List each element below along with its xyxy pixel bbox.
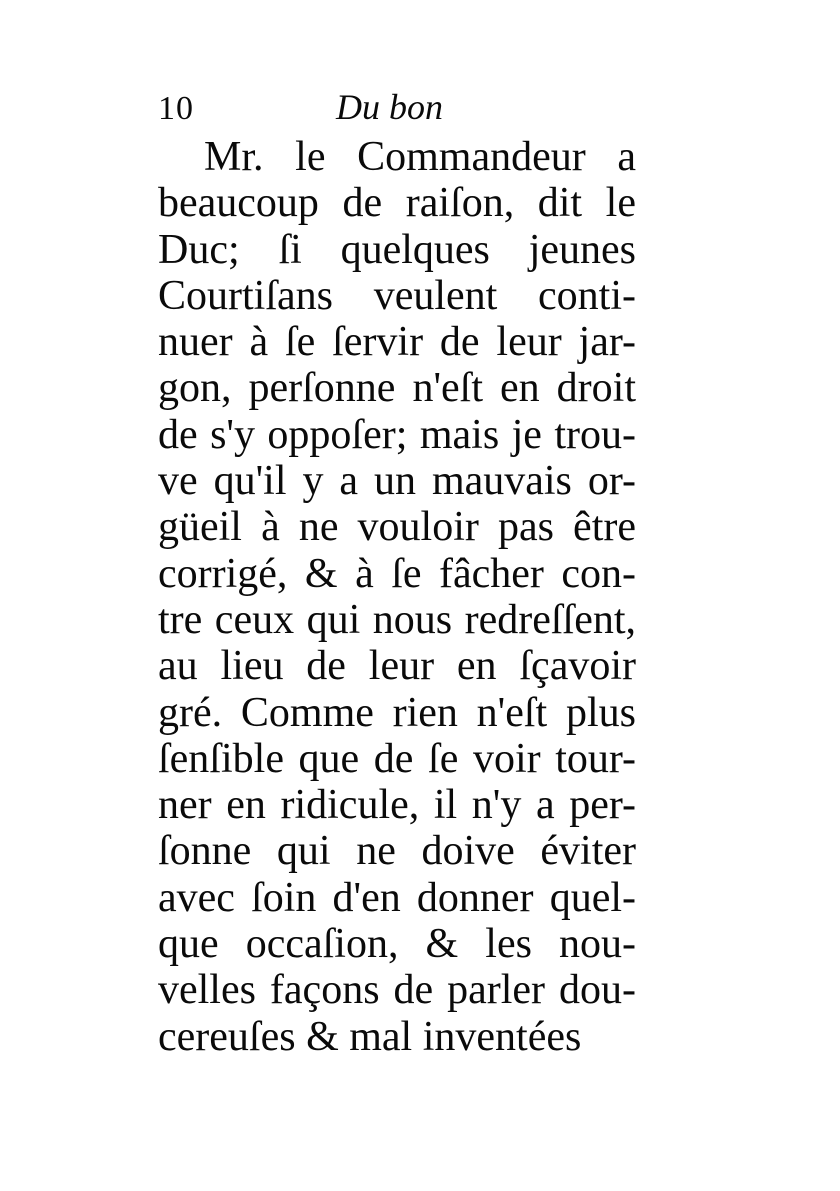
text-line: Mr. le Commandeur a [204,134,636,180]
page-header [158,82,638,132]
text-line: ner en ridicule, il n'y a per- [158,782,636,829]
text-line: gré. Comme rien n'eſt plus [158,689,636,736]
text-line: Duc; ſi quelques jeunes [158,226,636,273]
text-line: velles façons de parler dou- [158,967,636,1014]
text-line: nuer à ſe ſervir de leur jar- [158,319,636,366]
text-line: ſonne qui ne doive éviter [158,828,636,875]
text-line: ſenſible que de ſe voir tour- [158,735,636,782]
text-line: corrigé, & à ſe fâcher con- [158,550,636,597]
text-line: de s'y oppoſer; mais je trou- [158,411,636,458]
body-text [158,134,636,1060]
text-line: beaucoup de raiſon, dit le [158,180,636,227]
text-line: Courtiſans veulent conti- [158,272,636,319]
text-line: au lieu de leur en ſçavoir [158,643,636,690]
text-line: güeil à ne vouloir pas être [158,504,636,551]
running-head: Du bon [336,87,443,127]
text-line: tre ceux qui nous redreſſent, [158,596,636,643]
text-line: ve qu'il y a un mauvais or- [158,458,636,505]
text-line: avec ſoin d'en donner quel- [158,874,636,921]
text-line: cereuſes & mal inventées [158,1013,582,1060]
page-number: 10 [158,90,194,127]
text-line: que occaſion, & les nou- [158,921,636,968]
text-line: gon, perſonne n'eſt en droit [158,365,636,412]
